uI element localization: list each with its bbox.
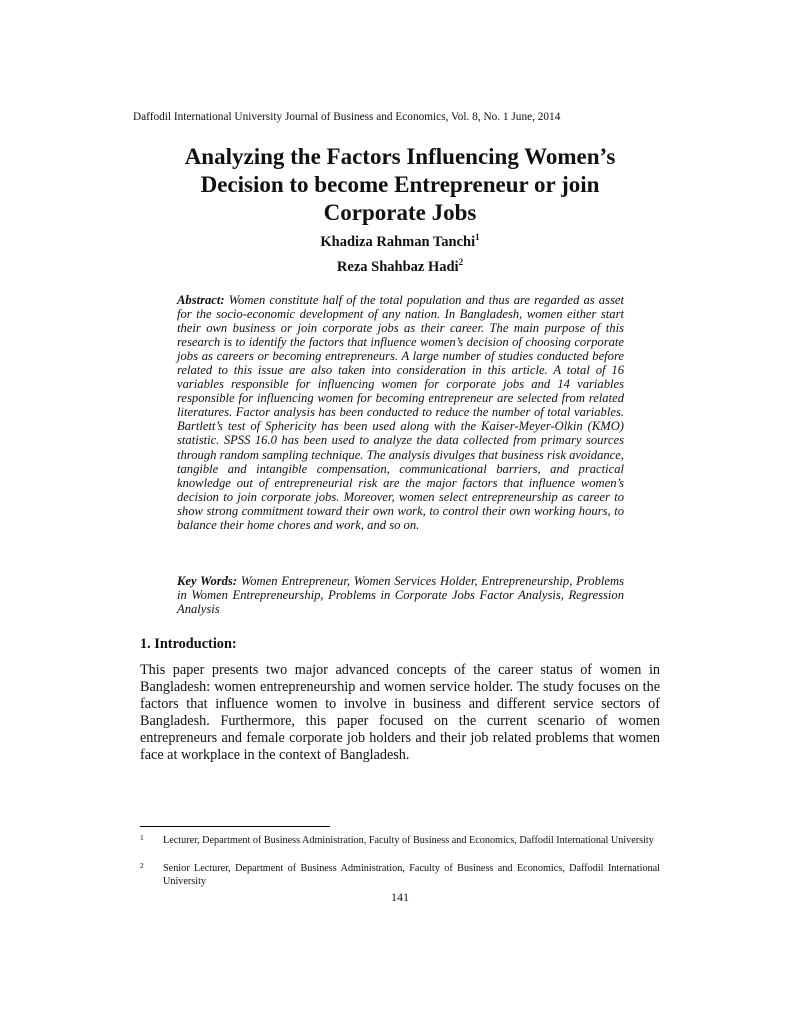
running-head: Daffodil International University Journal of Business and Economics, Vol. 8, No. 1 June, 2014	[133, 111, 561, 123]
author-2	[200, 258, 600, 276]
footnote-2-text: Senior Lecturer, Department of Business Administration, Faculty of Business and Economics, Daffodil International University	[163, 863, 660, 887]
footnote-1-text: Lecturer, Department of Business Administration, Faculty of Business and Economics, Daffodil International University	[163, 835, 654, 846]
author-2-footnote-mark: 2	[458, 257, 464, 268]
abstract-text: Women constitute half of the total population and thus are regarded as asset for the socio-economic development of any nation. In Bangladesh, women either start their own business or join corporate jobs as their career. The main purpose of this research is to identify the factors that influence women’s decision of choosing corporate jobs as careers or becoming entrepreneurs. A large number of studies conducted before related to this issue are also taken into consideration in this article. A total of 16 variables responsible for influencing women for corporate jobs and 14 variables responsible for influencing women for becoming entrepreneur are selected from related literatures. Factor analysis has been conducted to reduce the number of total variables. Bartlett’s test of Sphericity has been used along with the Kaiser-Meyer-Olkin (KMO) statistic. SPSS 16.0 has been used to analyze the data collected from primary sources through random sampling technique. The analysis divulges that business risk avoidance, tangible and intangible compensation, communicational barriers, and practical knowledge out of entrepreneurial risk are the major factors that influence women’s decision to join corporate jobs. Moreover, women select entrepreneurship as career to show strong commitment toward their own work, to control their own working hours, to balance their home chores and work, and so on.	[177, 293, 624, 532]
author-1	[200, 233, 600, 251]
abstract	[177, 293, 624, 532]
footnote-divider	[140, 826, 330, 827]
page-number: 141	[391, 890, 409, 904]
author-1-name: Khadiza Rahman Tanchi	[320, 234, 476, 250]
keywords-text: Women Entrepreneur, Women Services Holder, Entrepreneurship, Problems in Women Entrepreneurship, Problems in Corporate Jobs Factor Analysis, Regression Analysis	[177, 574, 624, 617]
abstract-label: Abstract:	[177, 293, 225, 307]
author-1-footnote-mark: 1	[475, 232, 480, 243]
footnote-1-mark: 1	[140, 833, 144, 842]
introduction-paragraph: This paper presents two major advanced concepts of the career status of women in Bangladesh: women entrepreneurship and women service holder. The study focuses on the factors that influence women to involve in business and different service sectors of Bangladesh. Furthermore, this paper focused on the current scenario of women entrepreneurs and female corporate job holders and their job related problems that women face at workplace in the context of Bangladesh.	[140, 662, 660, 764]
author-2-name: Reza Shahbaz Hadi	[336, 259, 459, 275]
footnote-2-mark: 2	[140, 861, 144, 870]
keywords	[177, 574, 624, 616]
footnote-1	[140, 835, 660, 848]
footnote-2	[140, 863, 660, 888]
keywords-label: Key Words:	[177, 574, 238, 588]
section-heading-introduction: 1. Introduction:	[140, 636, 237, 652]
paper-title: Analyzing the Factors Influencing Women’s Decision to become Entrepreneur or join Corporate Jobs	[184, 144, 616, 225]
